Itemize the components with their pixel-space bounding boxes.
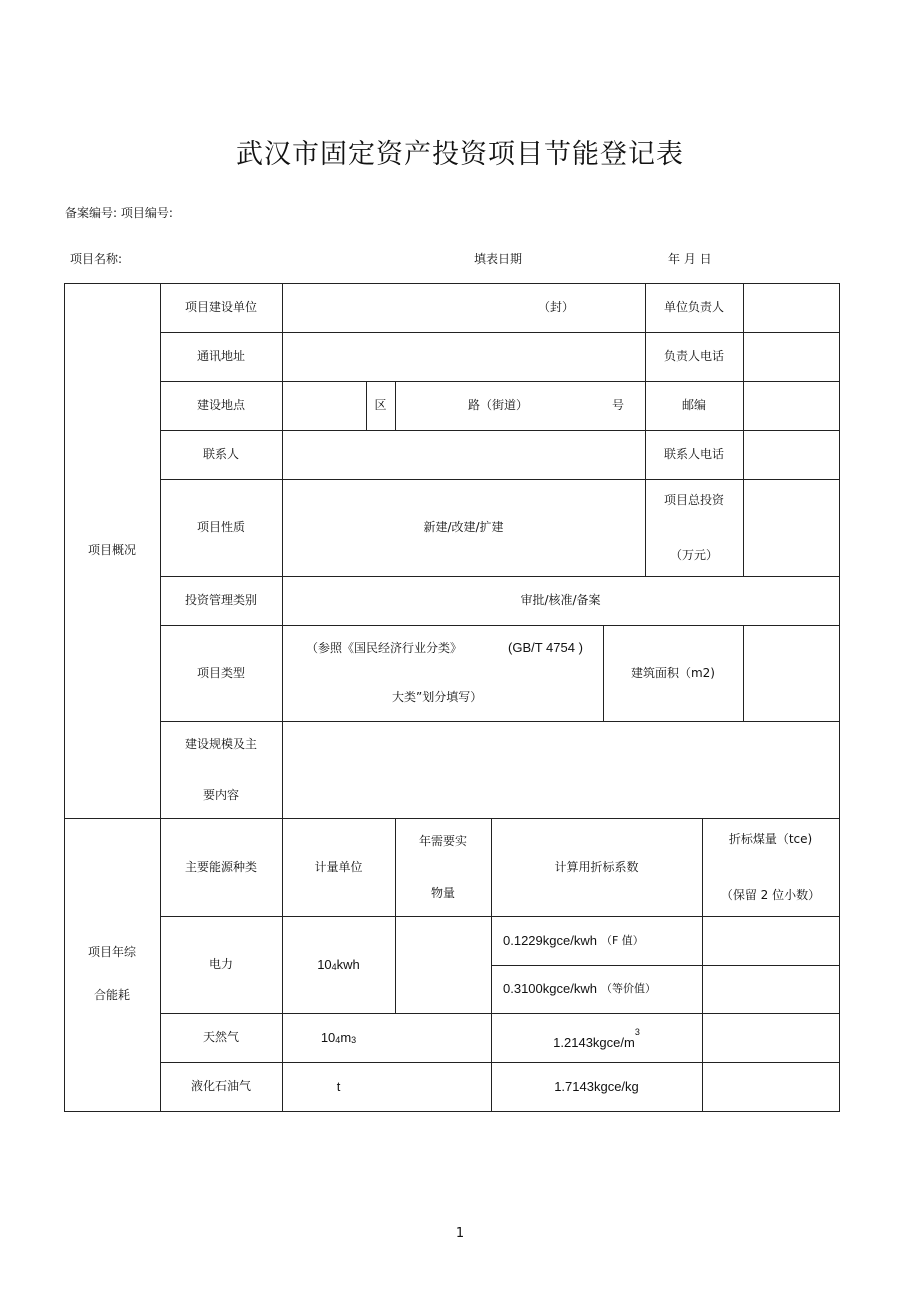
nature-value[interactable]: 新建/改建/扩建 [423, 520, 504, 535]
lpg-unit: t [336, 1078, 341, 1094]
total-investment-field[interactable] [743, 479, 839, 576]
construction-unit-field[interactable] [282, 283, 645, 332]
electricity-label: 电力 [208, 957, 233, 972]
district-label: 区 [374, 398, 387, 413]
energy-label-b: 合能耗 [93, 987, 130, 1002]
natural-gas-qty-field[interactable] [395, 1013, 491, 1062]
col-qty-b: 物量 [430, 885, 455, 900]
col-tce-a: 折标煤量（tce) [728, 832, 813, 846]
site-label: 建设地点 [196, 398, 245, 413]
col-qty-a: 年需要实 [418, 834, 467, 848]
contact-field[interactable] [282, 430, 645, 479]
road-label: 路（街道） [468, 398, 529, 413]
col-coef-header: 计算用折标系数 [554, 859, 639, 874]
mgmt-category-value[interactable]: 审批/核准/备案 [520, 593, 601, 608]
natural-gas-tce-field[interactable] [702, 1013, 839, 1062]
record-number-line: 备案编号: 项目编号: [65, 206, 173, 220]
project-name-label: 项目名称: [70, 252, 123, 266]
contact-phone-field[interactable] [743, 430, 839, 479]
natural-gas-label: 天然气 [202, 1030, 239, 1045]
postcode-field[interactable] [743, 381, 839, 430]
address-field[interactable] [282, 332, 645, 381]
electricity-tce-f-field[interactable] [702, 916, 839, 965]
floor-area-label: 建筑面积（m2) [630, 665, 715, 680]
lpg-tce-field[interactable] [702, 1062, 839, 1111]
electricity-coef-f: 0.1229kgce/kwh （F 值） [503, 932, 644, 948]
address-label: 通讯地址 [196, 349, 245, 364]
unit-head-field[interactable] [743, 283, 839, 332]
seal-note: （封） [538, 300, 575, 315]
scale-content-field[interactable] [282, 721, 839, 818]
total-investment-label-cell [645, 479, 743, 576]
col-unit-header: 计量单位 [314, 859, 363, 874]
scale-label-cell [160, 721, 282, 818]
contact-label: 联系人 [202, 447, 239, 462]
postcode-label: 邮编 [681, 398, 706, 413]
head-phone-label: 负责人电话 [663, 349, 724, 364]
fill-date-units: 年 月 日 [668, 252, 712, 266]
electricity-qty-field[interactable] [395, 916, 491, 1013]
col-source-header: 主要能源种类 [184, 859, 257, 874]
site-district-field[interactable] [282, 381, 366, 430]
natural-gas-unit: 10 4 m 3 [320, 1029, 357, 1046]
natural-gas-coef: 1.2143kgce/m 3 [553, 1027, 640, 1050]
page-number: 1 [455, 1226, 465, 1241]
number-label: 号 [612, 398, 625, 413]
unit-head-label: 单位负责人 [663, 300, 724, 315]
total-investment-label: 项目总投资 [663, 493, 724, 507]
type-field[interactable] [282, 625, 603, 721]
col-tce-b: （保留 2 位小数） [720, 887, 821, 902]
col-tce-header [702, 818, 839, 916]
electricity-coef-equiv: 0.3100kgce/kwh （等价值） [503, 981, 656, 997]
contact-phone-label: 联系人电话 [663, 447, 724, 462]
mgmt-category-label: 投资管理类别 [184, 593, 257, 608]
electricity-tce-equiv-field[interactable] [702, 965, 839, 1013]
lpg-coef: 1.7143kgce/kg [554, 1078, 639, 1094]
fill-date-label: 填表日期 [474, 252, 523, 266]
head-phone-field[interactable] [743, 332, 839, 381]
site-road-field[interactable] [395, 381, 645, 430]
nature-label: 项目性质 [196, 520, 245, 535]
floor-area-field[interactable] [743, 625, 839, 721]
section-label-overview: 项目概况 [87, 543, 136, 558]
construction-unit-label: 项目建设单位 [184, 300, 257, 315]
section-label-energy [64, 818, 160, 1111]
type-note-b: (GB/T 4754 ) [508, 640, 583, 655]
type-label: 项目类型 [196, 665, 245, 680]
col-qty-header [395, 818, 491, 916]
type-note-c: 大类”划分填写） [392, 690, 483, 704]
type-note-a: （参照《国民经济行业分类》 [306, 641, 463, 655]
scale-label-b: 要内容 [202, 787, 239, 802]
energy-label-a: 项目年综 [87, 945, 136, 960]
lpg-label: 液化石油气 [190, 1079, 251, 1094]
lpg-qty-field[interactable] [395, 1062, 491, 1111]
investment-unit: （万元） [669, 547, 718, 562]
scale-label-a: 建设规模及主 [184, 737, 257, 751]
electricity-unit: 10 4 kwh [317, 956, 360, 973]
page-title: 武汉市固定资产投资项目节能登记表 [236, 139, 684, 170]
